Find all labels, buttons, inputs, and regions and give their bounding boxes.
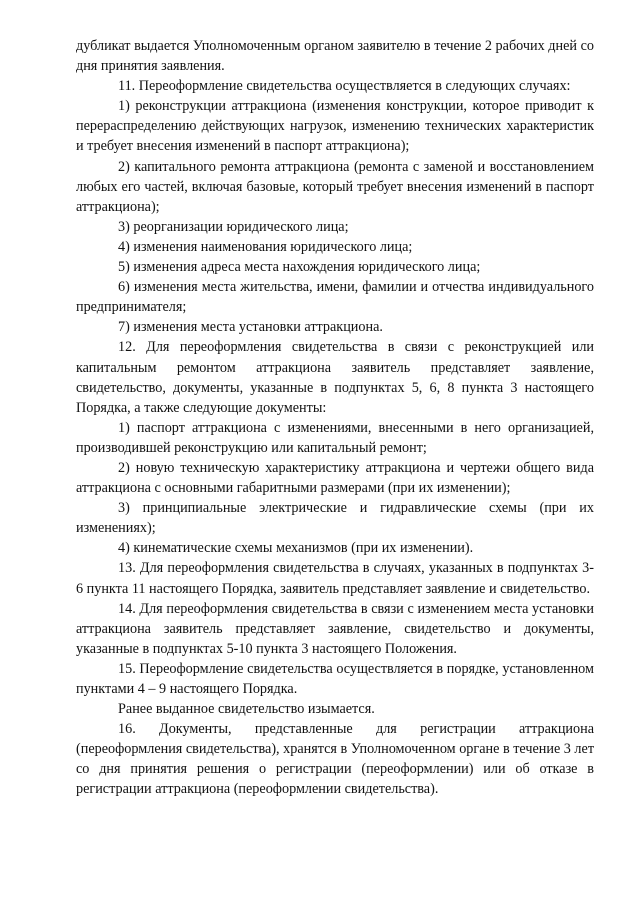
paragraph-15: 15. Переоформление свидетельства осуществляется в порядке, установленном пунктами 4 – 9 настоящего Порядка. bbox=[76, 660, 594, 697]
list-item-12-2: 2) новую техническую характеристику аттракциона и чертежи общего вида аттракциона с основными габаритными размерами (при их изменении); bbox=[76, 459, 594, 497]
paragraph-16: 16. Документы, представленные для регистрации аттракциона (переоформления свидетельства), хранятся в Уполномоченном органе в течение 3 лет со дня принятия решения о регистрации (переоформлении) или об отказе в регистрации аттракциона (переоформлении свидетельства). bbox=[76, 721, 595, 798]
list-item-12-1: 1) паспорт аттракциона с изменениями, внесенными в него организацией, производившей реконструкцию или капитальный ремонт; bbox=[76, 419, 594, 456]
document-page bbox=[76, 36, 594, 800]
paragraph-12: 12. Для переоформления свидетельства в связи с реконструкцией или капитальным ремонтом аттракциона заявитель представляет заявление, свидетельство, документы, указанные в подпунктах 5, 6, 8 пункта 3 настоящего Порядка, а также следующие документы: bbox=[76, 339, 594, 416]
list-item-11-3: 3) реорганизации юридического лица; bbox=[118, 218, 349, 235]
list-item-11-5: 5) изменения адреса места нахождения юридического лица; bbox=[118, 259, 481, 276]
paragraph-15-note: Ранее выданное свидетельство изымается. bbox=[118, 701, 375, 718]
list-item-11-1: 1) реконструкции аттракциона (изменения конструкции, которое приводит к перераспределению действующих нагрузок, изменению технических характеристик и требует внесения изменений в паспорт аттракциона); bbox=[76, 98, 594, 155]
list-item-11-4: 4) изменения наименования юридического лица; bbox=[118, 238, 413, 255]
paragraph-14: 14. Для переоформления свидетельства в связи с изменением места установки аттракциона заявитель представляет заявление, свидетельство и документы, указанные в подпунктах 5-10 пункта 3 настоящего Положения. bbox=[76, 600, 594, 657]
list-item-12-4: 4) кинематические схемы механизмов (при их изменении). bbox=[118, 540, 474, 557]
paragraph-11: 11. Переоформление свидетельства осуществляется в следующих случаях: bbox=[118, 78, 571, 95]
paragraph-continuation: дубликат выдается Уполномоченным органом заявителю в течение 2 рабочих дней со дня принятия заявления. bbox=[76, 38, 594, 75]
list-item-12-3: 3) принципиальные электрические и гидравлические схемы (при их изменениях); bbox=[76, 500, 594, 537]
list-item-11-7: 7) изменения места установки аттракциона. bbox=[118, 319, 383, 336]
list-item-11-6: 6) изменения места жительства, имени, фамилии и отчества индивидуального предпринимателя; bbox=[76, 279, 594, 316]
list-item-11-2: 2) капитального ремонта аттракциона (ремонта с заменой и восстановлением любых его частей, включая базовые, который требует внесения изменений в паспорт аттракциона); bbox=[76, 158, 594, 215]
paragraph-13: 13. Для переоформления свидетельства в случаях, указанных в подпунктах 3-6 пункта 11 настоящего Порядка, заявитель представляет заявление и свидетельство. bbox=[76, 560, 594, 597]
